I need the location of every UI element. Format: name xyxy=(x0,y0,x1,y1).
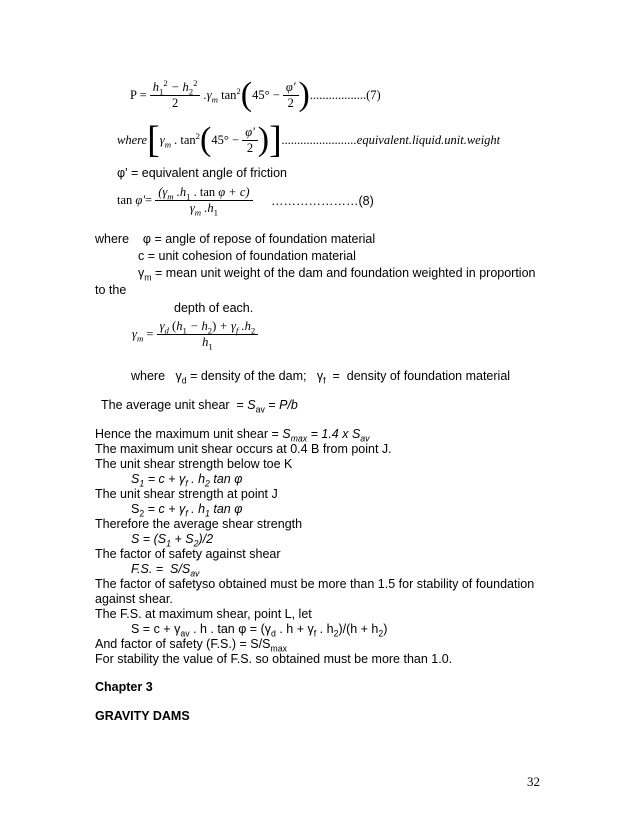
where-phi-definition: where φ = angle of repose of foundation material xyxy=(95,232,376,246)
max-unit-shear: Hence the maximum unit shear = $S_{max} = 1.4$ x $S_{av}$ xyxy=(95,427,370,444)
fs-max-shear: The F.S. at maximum shear, point L, let xyxy=(95,607,312,621)
max-shear-occurs: The maximum unit shear occurs at 0.4 B from point J. xyxy=(95,442,392,456)
where-gamma-d: where $\gamma_d$ = density of the dam; $\gamma_f$ = density of foundation material xyxy=(131,369,511,386)
therefore-average: Therefore the average shear strength xyxy=(95,517,303,531)
chapter-title: GRAVITY DAMS xyxy=(95,709,190,723)
fos-obtained-line2: against shear. xyxy=(95,592,173,606)
to-the-text: to the xyxy=(95,283,127,297)
s1-equation: $S_1 = c + \gamma_f$ . $h_2$ tan φ xyxy=(131,472,243,489)
fos-obtained-line1: The factor of safetyso obtained must be more than 1.5 for stability of foundation xyxy=(95,577,535,591)
fs-equation: F.S. = $S/S_{av}$ xyxy=(131,562,200,579)
at-point-j: The unit shear strength at point J xyxy=(95,487,278,501)
below-toe-k: The unit shear strength below toe K xyxy=(95,457,293,471)
s2-equation: $S_2 = c + \gamma_f$ . $h_1$ tan φ xyxy=(131,502,243,519)
equation-8: tan φ' = $\frac{(\gamma_m .h_1 . \tan \varphi + c)}{\gamma_m .h_1}$ xyxy=(117,180,253,220)
gamma-m-definition: $\gamma_m$ = mean unit weight of the dam and foundation weighted in proportion xyxy=(138,266,536,283)
c-definition: c = unit cohesion of foundation material xyxy=(138,249,356,263)
chapter-heading: Chapter 3 xyxy=(95,680,153,694)
and-fos: And factor of safety $(F.S.) = S/S_{max}$ xyxy=(95,637,287,654)
phi-definition: φ' = equivalent angle of friction xyxy=(117,166,287,180)
equation-7: P = $\frac{h_1^2 - h_2^2}{2}$ $.\gamma_m$ $\tan^2$ ( 45° − $\frac{\varphi'}{2}$ ) ..................(7) xyxy=(130,76,381,113)
depth-text: depth of each. xyxy=(174,301,254,315)
equation-8-number: …………………(8) xyxy=(271,194,374,208)
for-stability: For stability the value of F.S. so obtained must be more than 1.0. xyxy=(95,652,453,666)
gamma-m-equation: $\gamma_m$ = $\frac{\gamma_d (h_1 - h_2) + \gamma_f .h_2}{h_1}$ xyxy=(132,314,258,354)
fos-against-shear: The factor of safety against shear xyxy=(95,547,281,561)
s-equation: $S = c + \gamma_{av}$ . h . $\tan \varphi = (\gamma_d$ . $h + \gamma_f$ . $h_2)/(h + h_2)$ xyxy=(131,622,388,639)
eq7-fraction: $\frac{h_1^2 - h_2^2}{2}$ xyxy=(150,80,201,110)
equation-where: where [ $\gamma_m$ . $\tan^2$ ( 45° − $\frac{\varphi'}{2}$ ) ] ........................equivalent.liquid.unit.weight xyxy=(117,119,501,161)
page-number: 32 xyxy=(527,774,540,789)
average-unit-shear: The average unit shear = $S_{av} = P/b$ xyxy=(101,398,298,415)
s-average-equation: $S = (S_1 + S_2)/2$ xyxy=(131,532,214,549)
